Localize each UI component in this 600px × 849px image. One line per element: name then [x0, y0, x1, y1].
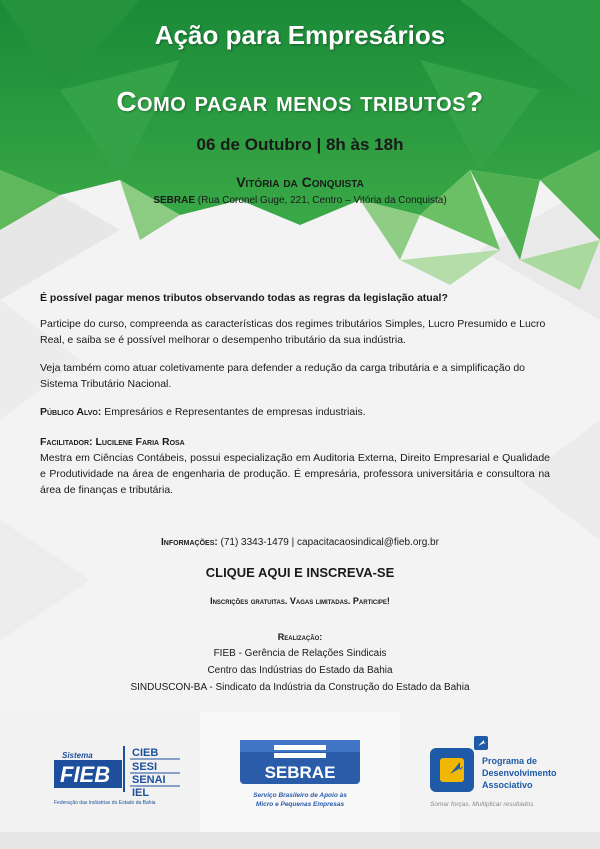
contact-separator: |: [291, 537, 295, 548]
fieb-logo: [40, 722, 200, 830]
registration-note: Inscrições gratuitas. Vagas limitadas. Participe!: [210, 596, 390, 606]
event-city: Vitória da Conquista: [236, 174, 364, 190]
fieb-caption: Federação das Indústrias do Estado da Bahia: [54, 800, 156, 806]
register-link[interactable]: CLIQUE AQUI E INSCREVA-SE: [205, 565, 395, 580]
paragraph-collective: Veja também como atuar coletivamente para defender a redução da carga tributária e a simplificação do Sistema Tributário Nacional.: [40, 362, 526, 390]
contact-info: [0, 537, 600, 548]
fieb-member: SENAI: [132, 774, 166, 786]
sebrae-caption: Micro e Pequenas Empresas: [255, 801, 345, 808]
fieb-member: CIEB: [132, 747, 159, 759]
fieb-sistema: Sistema: [62, 751, 93, 760]
fieb-member: SESI: [132, 761, 158, 773]
organizer-line: FIEB - Gerência de Relações Sindicais: [213, 648, 387, 659]
facilitator: [40, 434, 550, 450]
sebrae-logo: [230, 722, 370, 830]
organizer-line: SINDUSCON-BA - Sindicato da Indústria da Construção do Estado da Bahia: [130, 682, 470, 693]
pda-tagline: Somar forças. Multiplicar resultados.: [430, 801, 536, 808]
fieb-name: FIEB: [60, 762, 111, 787]
event-datetime: 06 de Outubro | 8h às 18h: [196, 135, 404, 154]
sebrae-name: SEBRAE: [264, 763, 336, 782]
contact-label: Informações:: [161, 537, 218, 548]
target-audience-text: Empresários e Representantes de empresas industriais.: [104, 406, 366, 418]
organizer-line: Centro das Indústrias do Estado da Bahia: [207, 665, 393, 676]
venue-name: SEBRAE: [153, 195, 196, 206]
paragraph-course: Participe do curso, compreenda as características dos regimes tributários Simples, Lucro Presumido e Lucro Real, e saiba se é possível melhorar o desempenho tributário da sua indústria.: [40, 318, 546, 346]
contact-email[interactable]: capacitacaosindical@fieb.org.br: [297, 537, 439, 548]
facilitator-name: Lucilene Faria Rosa: [95, 436, 185, 448]
target-audience-label: Público Alvo:: [40, 406, 102, 418]
bottom-strip: [0, 832, 600, 849]
fieb-member: IEL: [132, 787, 150, 799]
headline-question: Como pagar menos tributos?: [116, 86, 484, 117]
pda-line: Desenvolvimento: [482, 768, 557, 778]
pda-line: Associativo: [482, 780, 533, 790]
sponsor-logos: [0, 712, 600, 832]
pda-line: Programa de: [482, 756, 538, 766]
target-audience: [40, 404, 550, 420]
organizers-title: Realização:: [277, 632, 323, 642]
facilitator-label: Facilitador:: [40, 436, 93, 448]
venue-address: (Rua Coronel Guge, 221, Centro – Vitória da Conquista): [197, 195, 447, 206]
intro-question: É possível pagar menos tributos observando todas as regras da legislação atual?: [40, 292, 448, 304]
main-title: Ação para Empresários: [154, 20, 446, 50]
event-venue: [0, 195, 600, 206]
pda-logo: [420, 722, 580, 830]
sebrae-caption: Serviço Brasileiro de Apoio às: [253, 792, 347, 799]
contact-phone[interactable]: (71) 3343-1479: [220, 537, 289, 548]
facilitator-bio: Mestra em Ciências Contábeis, possui especialização em Auditoria Externa, Direito Empresarial e Qualidade e Produtividade na área de engenharia de produção. É empresária, professora universitária e consultora na área de finanças e tributária.: [40, 452, 550, 496]
